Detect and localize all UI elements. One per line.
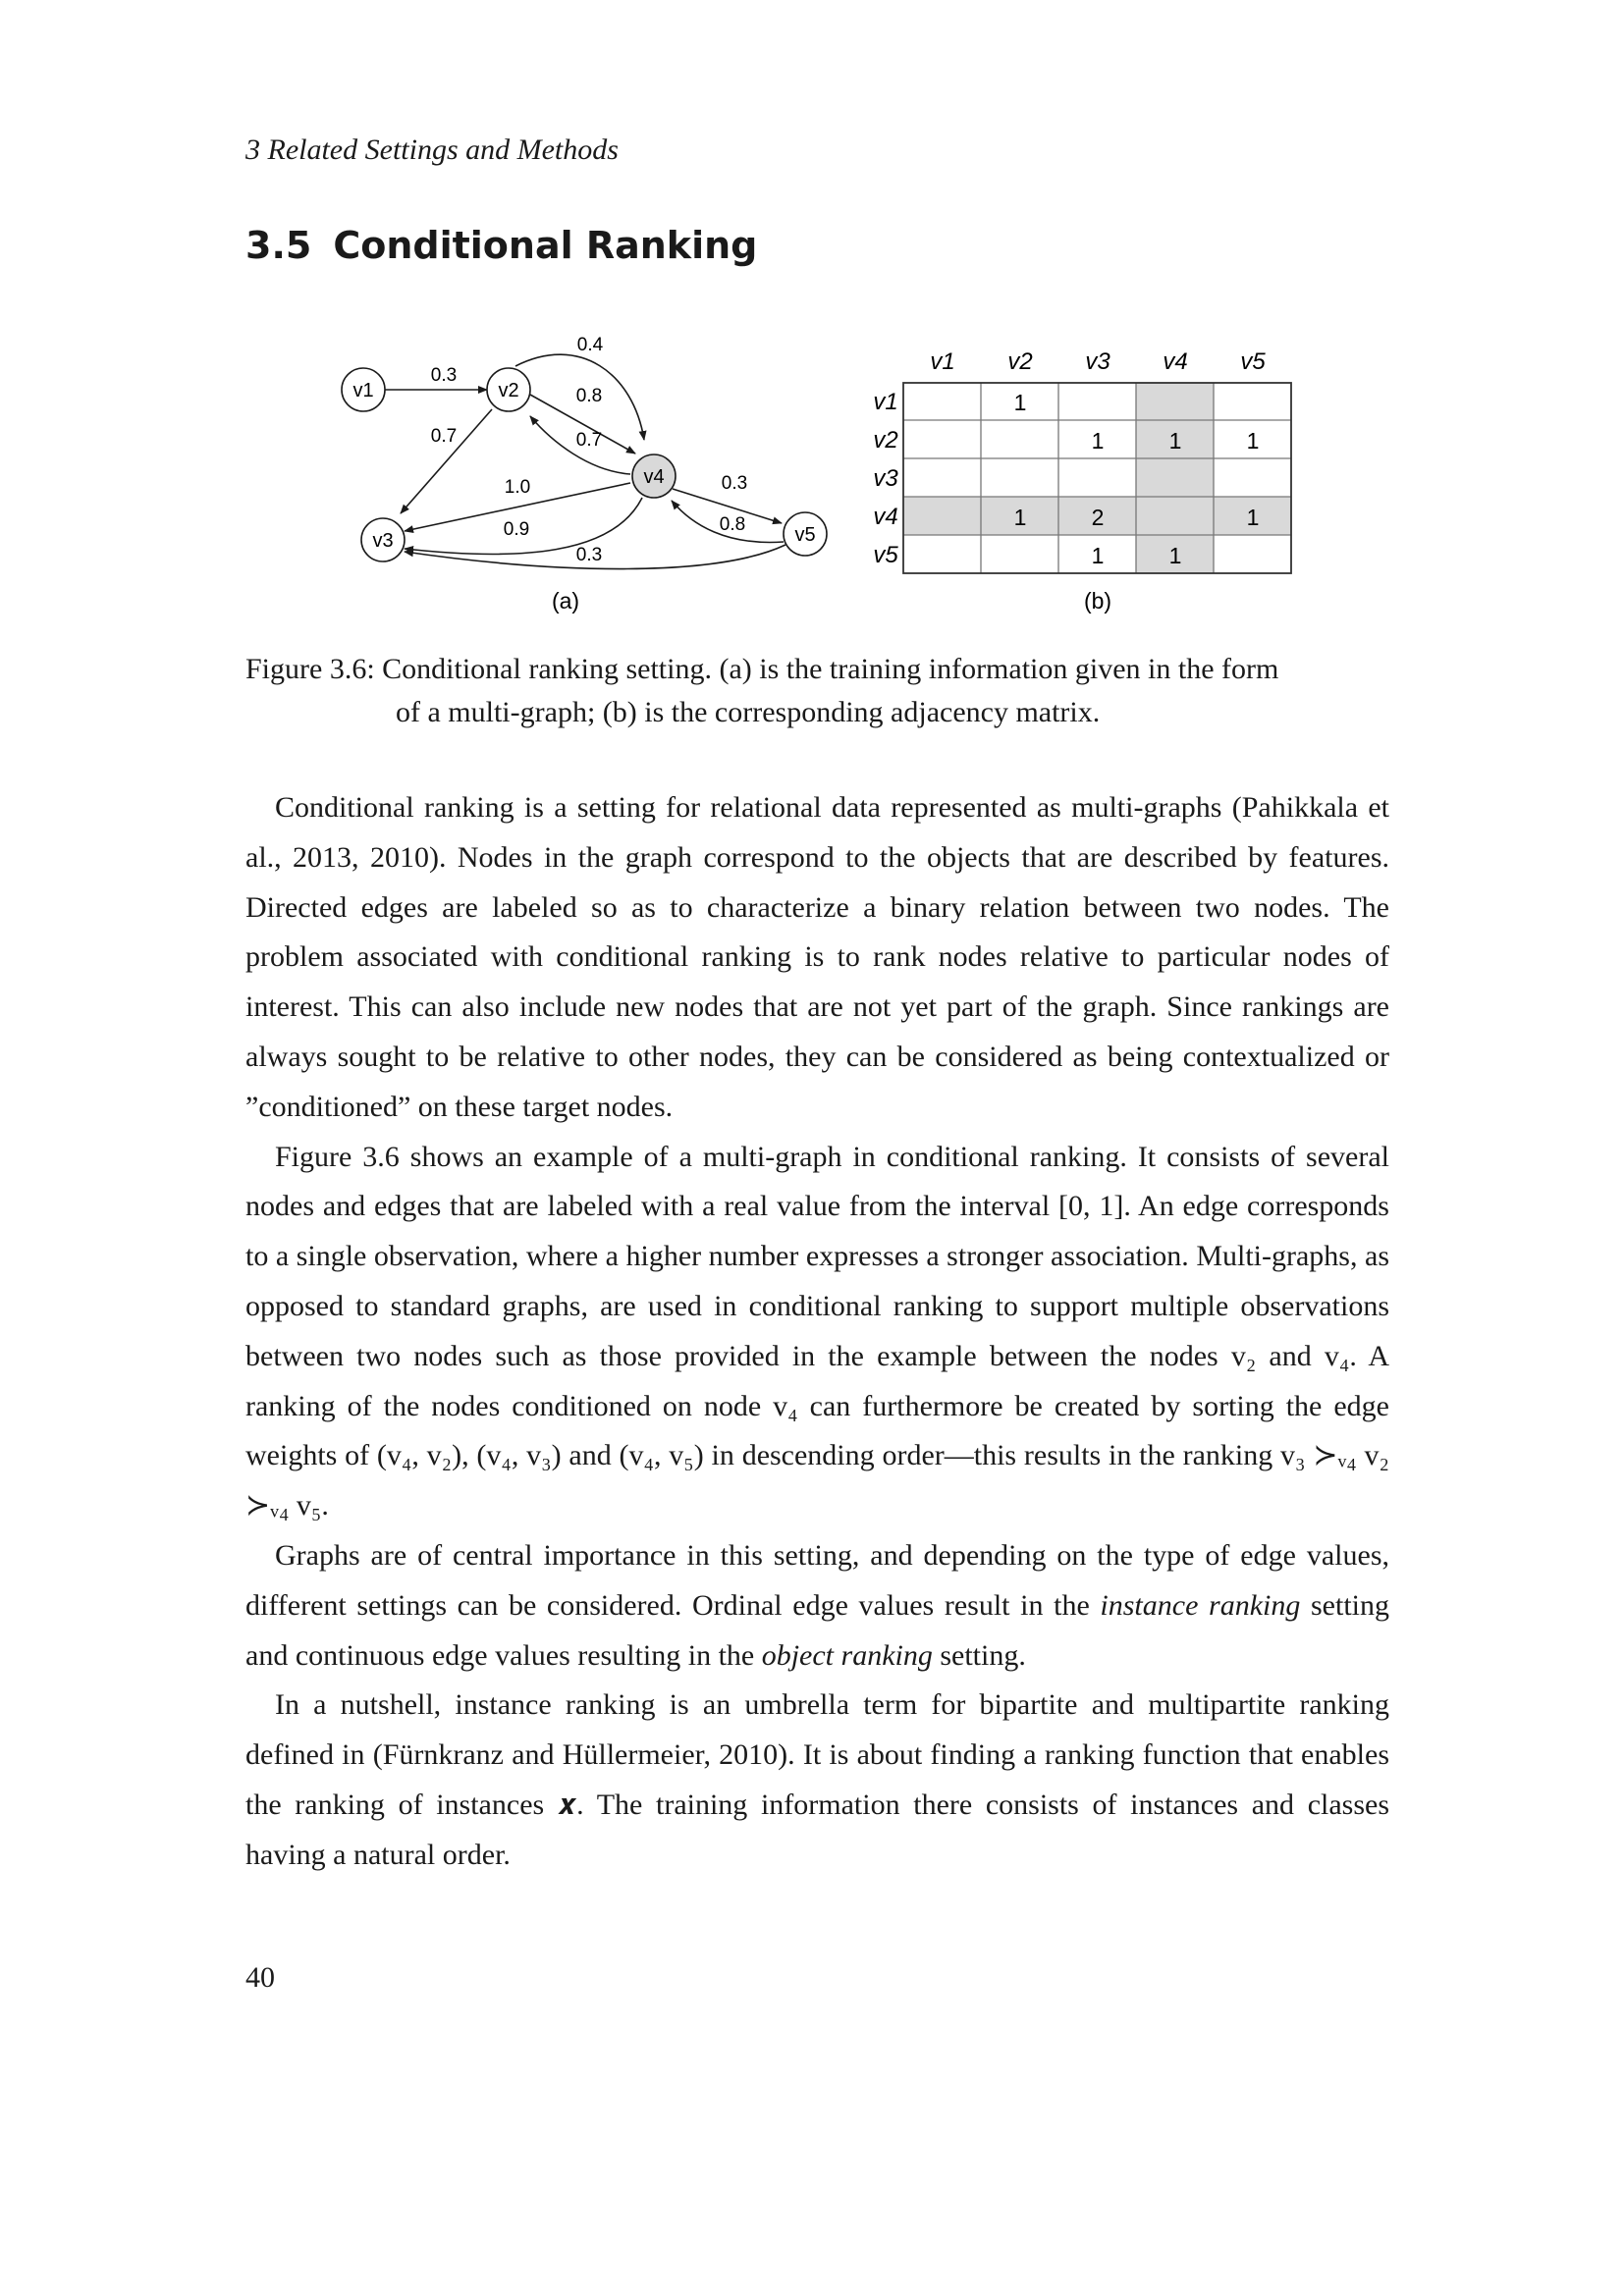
edge-label: 0.8 bbox=[575, 386, 603, 406]
term-object-ranking: object ranking bbox=[761, 1638, 933, 1672]
section-title: Conditional Ranking bbox=[333, 224, 758, 267]
edge-label: 0.3 bbox=[575, 545, 603, 565]
graph-panel bbox=[342, 335, 827, 614]
matrix-cell: 1 bbox=[1091, 428, 1105, 454]
caption-label: Figure 3.6: bbox=[245, 653, 375, 685]
row-header: v4 bbox=[873, 504, 898, 530]
row-header: v1 bbox=[873, 389, 898, 415]
paragraph-3 bbox=[245, 1531, 1389, 1681]
matrix-cell: 1 bbox=[1091, 543, 1105, 568]
node-label: v2 bbox=[498, 380, 519, 401]
col-header: v4 bbox=[1163, 348, 1188, 375]
edge-label: 0.7 bbox=[575, 430, 603, 451]
node-v2 bbox=[487, 368, 530, 411]
figure bbox=[324, 324, 1326, 618]
edge-label: 0.7 bbox=[430, 426, 458, 447]
col-header: v3 bbox=[1085, 348, 1110, 375]
row-header: v3 bbox=[873, 465, 898, 492]
edge-label: 0.9 bbox=[503, 519, 530, 540]
node-label: v4 bbox=[643, 466, 665, 488]
edge-label: 1.0 bbox=[504, 477, 531, 498]
page-number: 40 bbox=[245, 1961, 275, 1994]
section-heading bbox=[245, 224, 757, 267]
matrix-cell: 2 bbox=[1091, 505, 1105, 530]
caption-line1: Conditional ranking setting. (a) is the training information given in the form bbox=[382, 653, 1279, 685]
col-header: v2 bbox=[1007, 348, 1033, 375]
matrix-cell: 1 bbox=[1246, 505, 1260, 530]
edge-label: 0.4 bbox=[576, 335, 604, 355]
p3-text-1: Graphs are of central importance in this setting, and depending on the type of edge values, different settings can be considered. Ordinal edge values result in the bbox=[245, 1538, 1389, 1622]
p3-text-2: setting and continuous edge values resulting in the bbox=[245, 1588, 1389, 1672]
adjacency-matrix bbox=[873, 348, 1291, 614]
panel-label-a: (a) bbox=[551, 588, 580, 614]
paragraph-2: Figure 3.6 shows an example of a multi-graph in conditional ranking. It consists of several nodes and edges that are labeled with a real value from the interval [0, 1]. An edge corresponds to a single observation, where a higher number expresses a stronger association. Multi-graphs, as opposed to standard graphs, are used in conditional ranking to support multiple observations between two nodes such as those provided in the example between the nodes v₂ and v₄. A ranking of the nodes conditioned on node v₄ can furthermore be created by sorting the edge weights of (v₄, v₂), (v₄, v₃) and (v₄, v₅) in descending order—this results in the ranking v₃ ≻ᵥ₄ v₂ ≻ᵥ₄ v₅. bbox=[245, 1140, 1389, 1522]
paragraph-4: In a nutshell, instance ranking is an umbrella term for bipartite and multipartite ranking defined in (Fürnkranz and Hüllermeier, 2010). It is about finding a ranking function that enables the ranking of instances 𝒙. The training information there consists of instances and classes having a natural order. bbox=[245, 1688, 1389, 1871]
p3-text-3: setting. bbox=[932, 1638, 1026, 1672]
node-label: v1 bbox=[352, 380, 374, 401]
row-header: v2 bbox=[873, 427, 898, 454]
col-header: v5 bbox=[1240, 348, 1266, 375]
edge-label: 0.3 bbox=[430, 365, 458, 386]
edge-label: 0.8 bbox=[719, 514, 746, 535]
row-header: v5 bbox=[873, 542, 898, 568]
node-label: v3 bbox=[372, 530, 394, 552]
node-v4 bbox=[632, 454, 676, 498]
term-instance-ranking: instance ranking bbox=[1100, 1588, 1301, 1622]
node-label: v5 bbox=[794, 524, 816, 546]
matrix-cell: 1 bbox=[1013, 505, 1027, 530]
paragraph-1: Conditional ranking is a setting for relational data represented as multi-graphs (Pahikkala et al., 2013, 2010). Nodes in the graph correspond to the objects that are described by features. Directed edges are labeled so as to characterize a binary relation between two nodes. The problem associated with conditional ranking is to rank nodes relative to particular nodes of interest. This can also include new nodes that are not yet part of the graph. Since rankings are always sought to be relative to other nodes, they can be considered as being contextualized or ”conditioned” on these target nodes. bbox=[245, 791, 1389, 1123]
section-number: 3.5 bbox=[245, 224, 312, 267]
matrix-cell: 1 bbox=[1246, 428, 1260, 454]
node-v5 bbox=[784, 512, 827, 556]
body-text bbox=[245, 783, 1389, 1881]
figure-caption bbox=[245, 648, 1389, 734]
matrix-cell: 1 bbox=[1168, 428, 1182, 454]
edge-v2-v3 bbox=[401, 409, 492, 513]
node-v3 bbox=[361, 518, 405, 561]
panel-label-b: (b) bbox=[1083, 588, 1112, 614]
matrix-cell: 1 bbox=[1168, 543, 1182, 568]
edge-label: 0.3 bbox=[721, 473, 748, 494]
node-v1 bbox=[342, 368, 385, 411]
matrix-cell: 1 bbox=[1013, 390, 1027, 415]
caption-line2: of a multi-graph; (b) is the corresponding adjacency matrix. bbox=[396, 696, 1101, 728]
col-header: v1 bbox=[930, 348, 955, 375]
running-header: 3 Related Settings and Methods bbox=[245, 133, 619, 166]
